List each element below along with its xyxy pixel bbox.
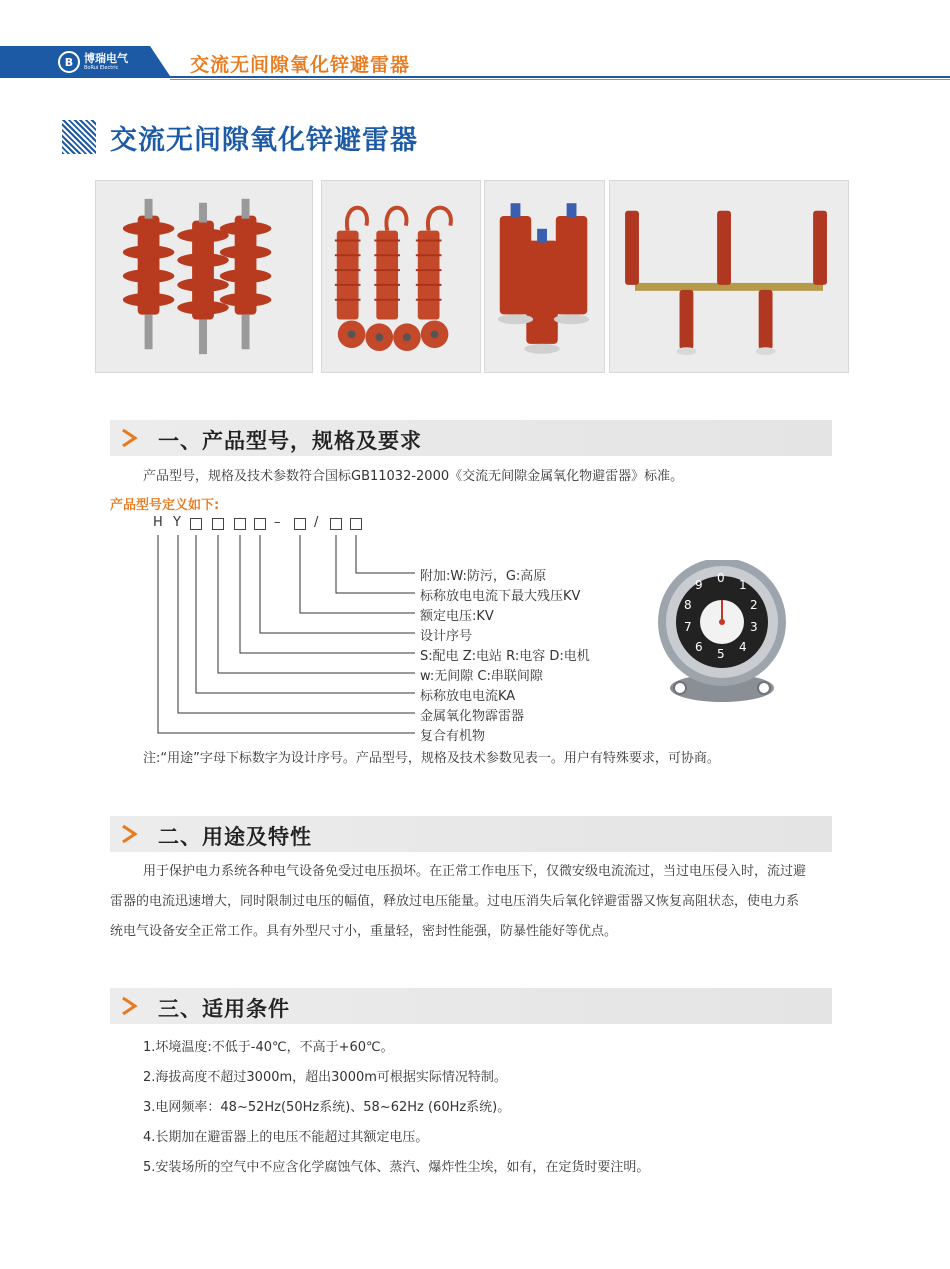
code-dash: – bbox=[274, 515, 281, 530]
header-accent-line bbox=[170, 79, 950, 80]
condition-item-4: 4.长期加在避雷器上的电压不能超过其额定电压。 bbox=[143, 1130, 429, 1145]
section-title: 二、用途及特性 bbox=[158, 825, 312, 849]
product-photo-3 bbox=[484, 180, 605, 373]
product-photo-1 bbox=[95, 180, 313, 373]
legend-composite: 复合有机物 bbox=[420, 729, 486, 744]
legend-discharge-current: 标称放电电流KA bbox=[420, 689, 516, 704]
company-logo bbox=[58, 51, 128, 73]
code-letter-y: Y bbox=[173, 515, 181, 530]
dial-number-3: 3 bbox=[750, 620, 758, 634]
page-header bbox=[0, 0, 950, 80]
legend-gap-type: w:无间隙 C:串联间隙 bbox=[420, 669, 543, 684]
dial-number-1: 1 bbox=[739, 578, 747, 592]
usage-line-1: 用于保护电力系统各种电气设备免受过电压损坏。在正常工作电压下，仅微安级电流流过，当过电压侵入时，流过避 bbox=[143, 864, 807, 879]
arrester-illustration-4 bbox=[610, 181, 848, 372]
model-intro-text: 产品型号，规格及技术参数符合国标GB11032-2000《交流无间隙金属氧化物避雷器》标准。 bbox=[143, 469, 684, 484]
arrester-illustration-1 bbox=[96, 181, 312, 372]
dial-number-6: 6 bbox=[695, 640, 703, 654]
usage-line-3: 统电气设备安全正常工作。具有外型尺寸小，重量轻，密封性能强，防暴性能好等优点。 bbox=[110, 924, 618, 939]
dial-number-2: 2 bbox=[750, 598, 758, 612]
page-title: 交流无间隙氧化锌避雷器 bbox=[110, 125, 418, 156]
product-photo-4 bbox=[609, 180, 849, 373]
discharge-counter-image bbox=[652, 560, 792, 710]
section-header-conditions bbox=[110, 988, 832, 1024]
code-letter-h: H bbox=[153, 515, 163, 530]
product-photo-2 bbox=[321, 180, 481, 373]
chevron-right-icon bbox=[120, 428, 140, 448]
legend-design-number: 设计序号 bbox=[420, 629, 473, 644]
logo-subtitle: BoRui Electric bbox=[84, 65, 119, 71]
legend-usage: S:配电 Z:电站 R:电容 D:电机 bbox=[420, 649, 590, 664]
condition-item-3: 3.电网频率：48~52Hz(50Hz系统)、58~62Hz (60Hz系统)。 bbox=[143, 1100, 511, 1115]
header-divider bbox=[0, 76, 950, 78]
dial-number-0: 0 bbox=[717, 571, 725, 585]
dial-number-8: 8 bbox=[684, 598, 692, 612]
dial-number-9: 9 bbox=[695, 578, 703, 592]
header-title: 交流无间隙氧化锌避雷器 bbox=[190, 54, 411, 76]
legend-rated-voltage: 额定电压:KV bbox=[420, 609, 494, 624]
condition-item-2: 2.海拔高度不超过3000m，超出3000m可根据实际情况特制。 bbox=[143, 1070, 507, 1085]
section-title: 一、产品型号，规格及要求 bbox=[158, 429, 422, 453]
condition-item-5: 5.安装场所的空气中不应含化学腐蚀气体、蒸汽、爆炸性尘埃，如有，在定货时要注明。 bbox=[143, 1160, 650, 1175]
dial-number-5: 5 bbox=[717, 647, 725, 661]
legend-metal-oxide: 金属氧化物霹雷器 bbox=[420, 709, 525, 724]
logo-text bbox=[84, 53, 128, 71]
section-header-usage bbox=[110, 816, 832, 852]
code-slash: / bbox=[314, 515, 319, 530]
model-definition-label: 产品型号定义如下: bbox=[110, 498, 220, 513]
condition-item-1: 1.坏境温度:不低于-40℃，不高于+60℃。 bbox=[143, 1040, 394, 1055]
legend-addition: 附加:W:防污，G:高原 bbox=[420, 569, 547, 584]
section-title: 三、适用条件 bbox=[158, 997, 290, 1021]
usage-line-2: 雷器的电流迅速增大，同时限制过电压的幅值，释放过电压能量。过电压消失后氧化锌避雷器又恢复高阻状态，使电力系 bbox=[110, 894, 800, 909]
section-header-model bbox=[110, 420, 832, 456]
dial-number-7: 7 bbox=[684, 620, 692, 634]
chevron-right-icon bbox=[120, 996, 140, 1016]
legend-residual-voltage: 标称放电电流下最大残压KV bbox=[420, 589, 581, 604]
arrester-illustration-3 bbox=[485, 181, 604, 372]
title-hatch-icon bbox=[62, 120, 96, 154]
model-note-text: 注:“用途”字母下标数字为设计序号。产品型号，规格及技术参数见表一。用户有特殊要求，可协商。 bbox=[143, 751, 720, 766]
chevron-right-icon bbox=[120, 824, 140, 844]
model-leader-lines bbox=[150, 515, 650, 745]
arrester-illustration-2 bbox=[322, 181, 480, 372]
model-code-diagram bbox=[150, 515, 650, 745]
dial-number-4: 4 bbox=[739, 640, 747, 654]
logo-name: 博瑞电气 bbox=[84, 52, 128, 65]
logo-mark-icon: B bbox=[58, 51, 80, 73]
